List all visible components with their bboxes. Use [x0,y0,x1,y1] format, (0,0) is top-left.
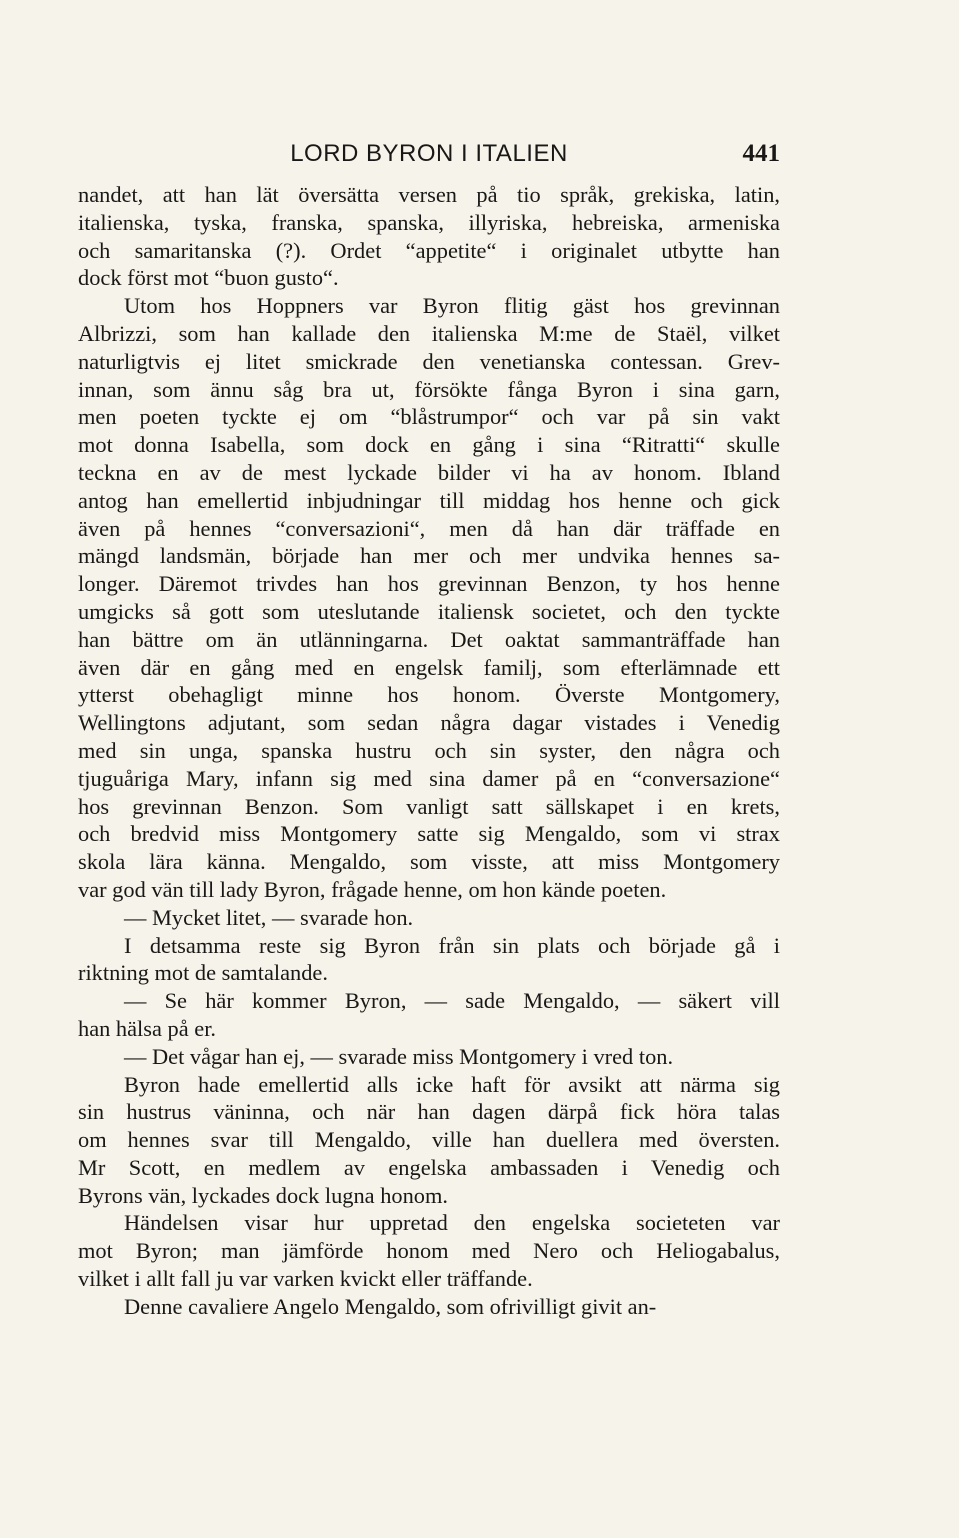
text-line: antog han emellertid inbjudningar till middag hos henne och gick [78,487,780,513]
text-line: Wellingtons adjutant, som sedan några dagar vistades i Venedig [78,710,780,736]
page-number: 441 [742,140,780,167]
text-line: skola lära känna. Mengaldo, som visste, att miss Montgomery [78,849,780,875]
body-text [78,181,780,1321]
text-line: mot donna Isabella, som dock en gång i sina “Ritratti“ skulle [78,432,780,458]
text-line: italienska, tyska, franska, spanska, illyriska, hebreiska, armeniska [78,209,780,235]
paragraph [78,904,780,932]
text-line: — Se här kommer Byron, — sade Mengaldo, — säkert vill [124,988,780,1014]
text-line: Byrons vän, lyckades dock lugna honom. [78,1182,449,1208]
text-line: och bredvid miss Montgomery satte sig Mengaldo, som vi strax [78,821,780,847]
paragraph [78,1043,780,1071]
text-line: Byron hade emellertid alls icke haft för avsikt att närma sig [124,1071,780,1097]
text-line: Denne cavaliere Angelo Mengaldo, som ofrivilligt givit an- [124,1293,657,1319]
text-line: mot Byron; man jämförde honom med Nero och Heliogabalus, [78,1238,780,1264]
paragraph [78,292,780,904]
text-line: Utom hos Hoppners var Byron flitig gäst hos grevinnan [124,293,780,319]
text-line: Albrizzi, som han kallade den italienska M:me de Staël, vilket [78,320,780,346]
text-line: ytterst obehagligt minne hos honom. Överste Montgomery, [78,682,780,708]
text-line: med sin unga, spanska hustru och sin syster, den några och [78,737,780,763]
text-line: tjuguåriga Mary, infann sig med sina damer på en “conversazione“ [78,765,780,791]
text-line: nandet, att han lät översätta versen på tio språk, grekiska, latin, [78,182,780,207]
text-line: — Mycket litet, — svarade hon. [124,904,414,930]
paragraph [78,181,780,292]
text-line: hos grevinnan Benzon. Som vanligt satt sällskapet i en krets, [78,793,780,819]
text-line: naturligtvis ej litet smickrade den venetianska contessan. Grev- [78,348,780,374]
text-line: umgicks så gott som uteslutande italiensk societet, och den tyckte [78,598,780,624]
text-line: dock först mot “buon gusto“. [78,265,339,291]
text-line: men poeten tyckte ej om “blåstrumpor“ och var på sin vakt [78,404,780,430]
text-line: vilket i allt fall ju var varken kvickt eller träffande. [78,1266,533,1292]
text-line: longer. Däremot trivdes han hos grevinnan Benzon, ty hos henne [78,571,780,597]
text-line: även där en gång med en engelsk familj, som efterlämnade ett [78,654,780,680]
text-line: även på hennes “conversazioni“, men då han där träffade en [78,515,780,541]
text-line: sin hustrus väninna, och när han dagen därpå fick höra talas [78,1099,780,1125]
paragraph [78,1209,780,1292]
text-line: Händelsen visar hur uppretad den engelska societeten var [124,1210,780,1236]
text-line: och samaritanska (?). Ordet “appetite“ i originalet utbytte han [78,237,780,263]
text-line: mängd landsmän, började han mer och mer undvika hennes sa- [78,543,780,569]
text-line: Mr Scott, en medlem av engelska ambassaden i Venedig och [78,1154,780,1180]
running-title: LORD BYRON I ITALIEN [290,140,568,167]
paragraph [78,932,780,988]
text-line: han bättre om än utlänningarna. Det oaktat sammanträffade han [78,626,780,652]
paragraph [78,1293,780,1321]
text-line: — Det vågar han ej, — svarade miss Montgomery i vred ton. [124,1043,674,1069]
text-line: om hennes svar till Mengaldo, ville han duellera med översten. [78,1127,780,1153]
page-header [78,136,780,172]
text-line: var god vän till lady Byron, frågade henne, om hon kände poeten. [78,876,667,902]
text-line: riktning mot de samtalande. [78,960,328,986]
text-line: han hälsa på er. [78,1015,217,1041]
paragraph [78,987,780,1043]
text-line: teckna en av de mest lyckade bilder vi ha av honom. Ibland [78,459,780,485]
text-line: innan, som ännu såg bra ut, försökte fånga Byron i sina garn, [78,376,780,402]
paragraph [78,1071,780,1210]
text-line: I detsamma reste sig Byron från sin plats och började gå i [124,932,780,958]
